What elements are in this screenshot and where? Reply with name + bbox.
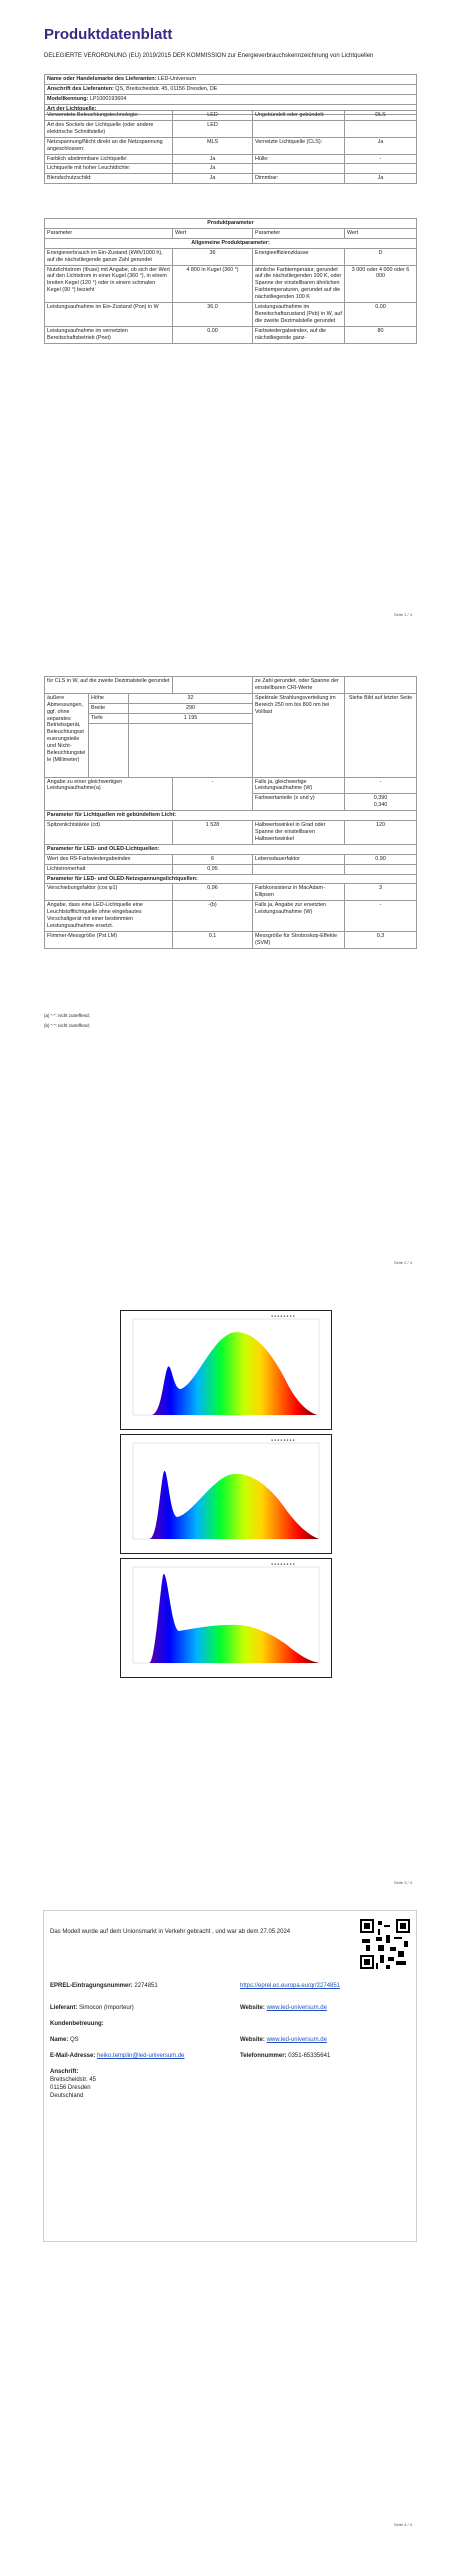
type-value: Ja xyxy=(345,137,417,154)
type-row xyxy=(45,137,417,154)
type-table xyxy=(44,110,417,184)
address-label: Anschrift: xyxy=(50,2069,79,2075)
type-row xyxy=(45,164,417,174)
page-4-info-box xyxy=(43,1910,417,2242)
type-value: Ja xyxy=(173,164,253,174)
eprel-row xyxy=(50,1983,158,1989)
type-row xyxy=(45,154,417,164)
type-value: Ja xyxy=(173,154,253,164)
regulation-intro: DELEGIERTE VERORDNUNG (EU) 2019/2015 DER KOMMISSION zur Energieverbrauchskennzeichnung von Lichtquellen xyxy=(44,53,374,59)
type-value: Ja xyxy=(173,174,253,184)
spectrum-plot-2 xyxy=(120,1434,332,1554)
type-value xyxy=(345,164,417,174)
empty-cell xyxy=(253,864,345,874)
empty-cell xyxy=(345,864,417,874)
parameter-value: 0,00 xyxy=(173,326,253,343)
spectrum-graph-3 xyxy=(121,1559,331,1677)
phone-label: Telefonnummer: xyxy=(240,2053,287,2059)
spectrum-graph-2 xyxy=(121,1435,331,1553)
dim-name: Höhe xyxy=(89,693,129,703)
contact-name-row xyxy=(50,2037,79,2043)
general-parameters-header: Allgemeine Produktparameter: xyxy=(45,238,417,248)
equivalent-power-label: Angabe zu einer gleichwertigen Leistungsaufnahme(a) xyxy=(45,777,173,811)
supplier-name: LED-Universum xyxy=(157,76,196,82)
name-value: QS xyxy=(70,2037,79,2043)
svg-text:● ● ● ● ● ● ● ●: ● ● ● ● ● ● ● ● xyxy=(271,1314,295,1318)
parameter-value: D xyxy=(345,248,417,265)
type-row xyxy=(45,111,417,121)
page-number: Seite 4 / 4 xyxy=(393,2522,412,2527)
market-statement: Das Modell wurde auf dem Unionsmarkt in Verkehr gebracht , und war ab dem 27.05.2024 xyxy=(50,1929,291,1935)
type-label xyxy=(253,120,345,137)
eprel-label: EPREL-Eintragungsnummer: xyxy=(50,1983,133,1989)
supplier-row xyxy=(50,2005,134,2011)
type-label xyxy=(253,164,345,174)
stroboscopic-label: Messgröße für Stroboskop-Effekte (SVM) xyxy=(253,931,345,948)
spectrum-plot-3 xyxy=(120,1558,332,1678)
equivalent-power-w-value: - xyxy=(345,777,417,794)
parameter-label: Energieeffizienzklasse xyxy=(253,248,345,265)
spectrum-graph-1 xyxy=(121,1311,331,1429)
parameters-header: Produktparameter xyxy=(45,219,417,229)
name-label: Name: xyxy=(50,2037,69,2043)
mains-header: Parameter für LED- und OLED-Netzspannungslichtquellen: xyxy=(45,874,417,884)
page-number: Seite 2 / 4 xyxy=(393,1260,412,1265)
supplier-value: Simocon (Importeur) xyxy=(79,2005,134,2011)
flicker-label: Flimmer-Messgröße (Pst LM) xyxy=(45,931,173,948)
chromaticity-label: Farbwertanteile (x und y) xyxy=(253,794,345,811)
dim-value: 1 195 xyxy=(129,713,253,723)
type-label: Ungebündelt oder gebündelt: xyxy=(253,111,345,121)
pcls-label-cont: für CLS in W, auf die zweite Dezimalstelle gerundet xyxy=(45,677,173,694)
parameter-row xyxy=(45,265,417,303)
col-parameter: Parameter xyxy=(253,228,345,238)
parameters-table xyxy=(44,218,417,344)
supplier-name-label: Name oder Handelsmarke des Lieferanten: xyxy=(47,76,157,82)
beam-angle-value: 120 xyxy=(345,821,417,845)
website-row-2 xyxy=(240,2037,327,2043)
type-value: MLS xyxy=(173,137,253,154)
parameter-label: ähnliche Farbtemperatur, gerundet auf die nächstliegenden 100 K, oder Spanne der einstellbaren ähnlichen Farbtemperaturen, gerundet auf die nächstliegenden 100 K xyxy=(253,265,345,303)
peak-intensity-label: Spitzenlichtstärke (cd) xyxy=(45,821,173,845)
fluorescent-replacement-value: -(b) xyxy=(173,901,253,932)
lumen-maintenance-label: Lichtstromerhalt xyxy=(45,864,173,874)
led-header: Parameter für LED- und OLED-Lichtquellen: xyxy=(45,844,417,854)
type-value: - xyxy=(345,154,417,164)
type-label: Netzspannung/Nicht direkt an die Netzspannung angeschlossen: xyxy=(45,137,173,154)
parameter-value: 36,0 xyxy=(173,303,253,327)
beam-angle-label: Halbwertswinkel in Grad oder Spanne der einstellbaren Halbwertswinkel xyxy=(253,821,345,845)
supplier-address-row xyxy=(45,84,417,94)
parameter-row xyxy=(45,326,417,343)
displacement-factor-label: Verschiebungsfaktor (cos φ1) xyxy=(45,884,173,901)
empty-cell xyxy=(89,723,129,777)
model-row xyxy=(45,94,417,104)
empty-cell xyxy=(129,723,253,777)
survival-factor-value: 0,90 xyxy=(345,854,417,864)
model-id: LP1000193604 xyxy=(89,95,127,102)
email-link[interactable]: heiko.templin@led-universum.de xyxy=(97,2053,185,2059)
eprel-number: 2274851 xyxy=(134,1983,158,1989)
page-2 xyxy=(0,660,452,1300)
peak-intensity-value: 1 528 xyxy=(173,821,253,845)
customer-service-label: Kundenbetreuung: xyxy=(50,2021,104,2027)
stroboscopic-value: 0,3 xyxy=(345,931,417,948)
flicker-value: 0,1 xyxy=(173,931,253,948)
type-label: Vernetzte Lichtquelle (CLS): xyxy=(253,137,345,154)
type-label: Dimmbar: xyxy=(253,174,345,184)
address-line: Deutschland xyxy=(50,2093,84,2099)
supplier-address-label: Anschrift des Lieferanten: xyxy=(47,85,114,92)
colour-consistency-value: 3 xyxy=(345,884,417,901)
type-value xyxy=(345,120,417,137)
equivalent-power-w-label: Falls ja, gleichwertige Leistungsaufnahme (W) xyxy=(253,777,345,794)
svg-text:● ● ● ● ● ● ● ●: ● ● ● ● ● ● ● ● xyxy=(271,1438,295,1442)
parameter-label: Nutzlichtstrom (Φuse) mit Angabe, ob sich der Wert auf den Lichtstrom in einer Kugel (360 °), in einem breiten Kegel (120 °) oder in einem schmalen Kegel (90 °) bezieht xyxy=(45,265,173,303)
col-value: Wert xyxy=(173,228,253,238)
parameter-value: 3 000 oder 4 000 oder 6 000 xyxy=(345,265,417,303)
type-value: DLS xyxy=(345,111,417,121)
parameter-label: Leistungsaufnahme im Bereitschaftszustand (Psb) in W, auf die zweite Dezimalstelle gerundet xyxy=(253,303,345,327)
page-number: Seite 1 / 4 xyxy=(393,612,412,617)
equivalent-power-value: - xyxy=(173,777,253,811)
website-link[interactable]: www.led-universum.de xyxy=(266,2037,327,2043)
email-label: E-Mail-Adresse: xyxy=(50,2053,96,2059)
email-row xyxy=(50,2053,185,2059)
type-label: Verwendete Beleuchtungstechnologie: xyxy=(45,111,173,121)
type-row xyxy=(45,174,417,184)
address-line: Breitscheidstr. 45 xyxy=(50,2077,97,2083)
parameter-label: Farbwiedergabeindex, auf die nächstliegende ganz- xyxy=(253,326,345,343)
type-label: Lichtquelle mit hoher Leuchtdichte: xyxy=(45,164,173,174)
replaced-power-label: Falls ja, Angabe zur ersetzten Leistungsaufnahme (W) xyxy=(253,901,345,932)
model-label: Modellkennung: xyxy=(47,95,89,102)
parameters-table-continued xyxy=(44,676,417,949)
type-value: LED xyxy=(173,111,253,121)
page-number: Seite 3 / 4 xyxy=(393,1880,412,1885)
parameter-value: 80 xyxy=(345,326,417,343)
spectrum-plot-1 xyxy=(120,1310,332,1430)
type-row xyxy=(45,120,417,137)
eprel-link[interactable]: https://eprel.ec.europa.eu/qr/2274851 xyxy=(240,1983,341,1989)
qr-code-icon xyxy=(360,1919,410,1969)
phone-value: 0351-65335641 xyxy=(288,2053,331,2059)
phone-row xyxy=(240,2053,330,2059)
dim-value: 32 xyxy=(129,693,253,703)
r9-value: 6 xyxy=(173,854,253,864)
chromaticity-values xyxy=(345,794,417,811)
dim-value: 290 xyxy=(129,703,253,713)
chromaticity-x: 0,390 xyxy=(373,795,388,802)
parameter-row xyxy=(45,248,417,265)
parameter-value: 0,00 xyxy=(345,303,417,327)
r9-label: Wert des R9-Farbwiedergabeindex xyxy=(45,854,173,864)
directional-header: Parameter für Lichtquellen mit gebündeltem Licht: xyxy=(45,811,417,821)
colour-consistency-label: Farbkonsistenz in MacAdam-Ellipsen xyxy=(253,884,345,901)
page-3 xyxy=(0,1310,452,1910)
supplier-table xyxy=(44,74,417,115)
spectral-label: Spektrale Strahlungsverteilung im Bereich 250 nm bis 800 nm bei Volllast xyxy=(253,693,345,777)
parameter-label: Leistungsaufnahme im Ein-Zustand (Pon) in W xyxy=(45,303,173,327)
dim-name: Breite xyxy=(89,703,129,713)
cri-label-cont: ze Zahl gerundet, oder Spanne der einstellbaren CRI-Werte xyxy=(253,677,345,694)
footnote-a: (a) "-": nicht zutreffend; xyxy=(44,1013,90,1018)
lumen-maintenance-value: 0,95 xyxy=(173,864,253,874)
light-source-type-label: Art der Lichtquelle: xyxy=(45,104,417,114)
type-label: Blendschutzschild: xyxy=(45,174,173,184)
parameter-value: 4 800 in Kugel (360 °) xyxy=(173,265,253,303)
type-label: Art des Sockels der Lichtquelle (oder andere elektrische Schnittstelle) xyxy=(45,120,173,137)
parameter-value: 36 xyxy=(173,248,253,265)
supplier-name-row xyxy=(45,75,417,85)
website-label: Website: xyxy=(240,2005,265,2011)
website-link[interactable]: www.led-universum.de xyxy=(266,2005,327,2011)
supplier-address: QS, Breitscheidstr. 45, 01156 Dresden, DE xyxy=(115,85,218,92)
svg-text:● ● ● ● ● ● ● ●: ● ● ● ● ● ● ● ● xyxy=(271,1562,295,1566)
document-title: Produktdatenblatt xyxy=(44,26,173,43)
footnote-b: (b) "-": nicht zutreffend; xyxy=(44,1023,90,1028)
empty-cell xyxy=(173,677,253,694)
website-row xyxy=(240,2005,327,2011)
type-value: LED xyxy=(173,120,253,137)
col-value: Wert xyxy=(345,228,417,238)
empty-cell xyxy=(345,677,417,694)
type-label: Farblich abstimmbare Lichtquelle: xyxy=(45,154,173,164)
replaced-power-value: - xyxy=(345,901,417,932)
fluorescent-replacement-label: Angabe, dass eine LED-Lichtquelle eine Leuchtstofflichtquelle ohne eingebautes Vorschaltgerät mit einer bestimmten Leistungsaufnahme ersetzt. xyxy=(45,901,173,932)
spectral-value: Siehe Bild auf letzter Seite xyxy=(345,693,417,777)
address-line: 01156 Dresden xyxy=(50,2085,91,2091)
dimensions-label: äußere Abmessungen, ggf. ohne separates Betriebsgerät, Beleuchtungssteuerungsteile und Nicht-Beleuchtungsteile (Millimeter) xyxy=(45,693,89,777)
parameter-row xyxy=(45,303,417,327)
website-label: Website: xyxy=(240,2037,265,2043)
type-label: Hülle: xyxy=(253,154,345,164)
parameter-label: Energieverbrauch im Ein-Zustand (kWh/1000 h), auf die nächstliegende ganze Zahl gerundet xyxy=(45,248,173,265)
type-value: Ja xyxy=(345,174,417,184)
supplier-label: Lieferant: xyxy=(50,2005,78,2011)
page-1 xyxy=(0,0,452,630)
displacement-factor-value: 0,96 xyxy=(173,884,253,901)
parameter-label: Leistungsaufnahme im vernetzten Bereitschaftsbetrieb (Pnet) xyxy=(45,326,173,343)
dim-name: Tiefe xyxy=(89,713,129,723)
survival-factor-label: Lebensdauerfaktor xyxy=(253,854,345,864)
chromaticity-y: 0,340 xyxy=(373,802,388,809)
col-parameter: Parameter xyxy=(45,228,173,238)
